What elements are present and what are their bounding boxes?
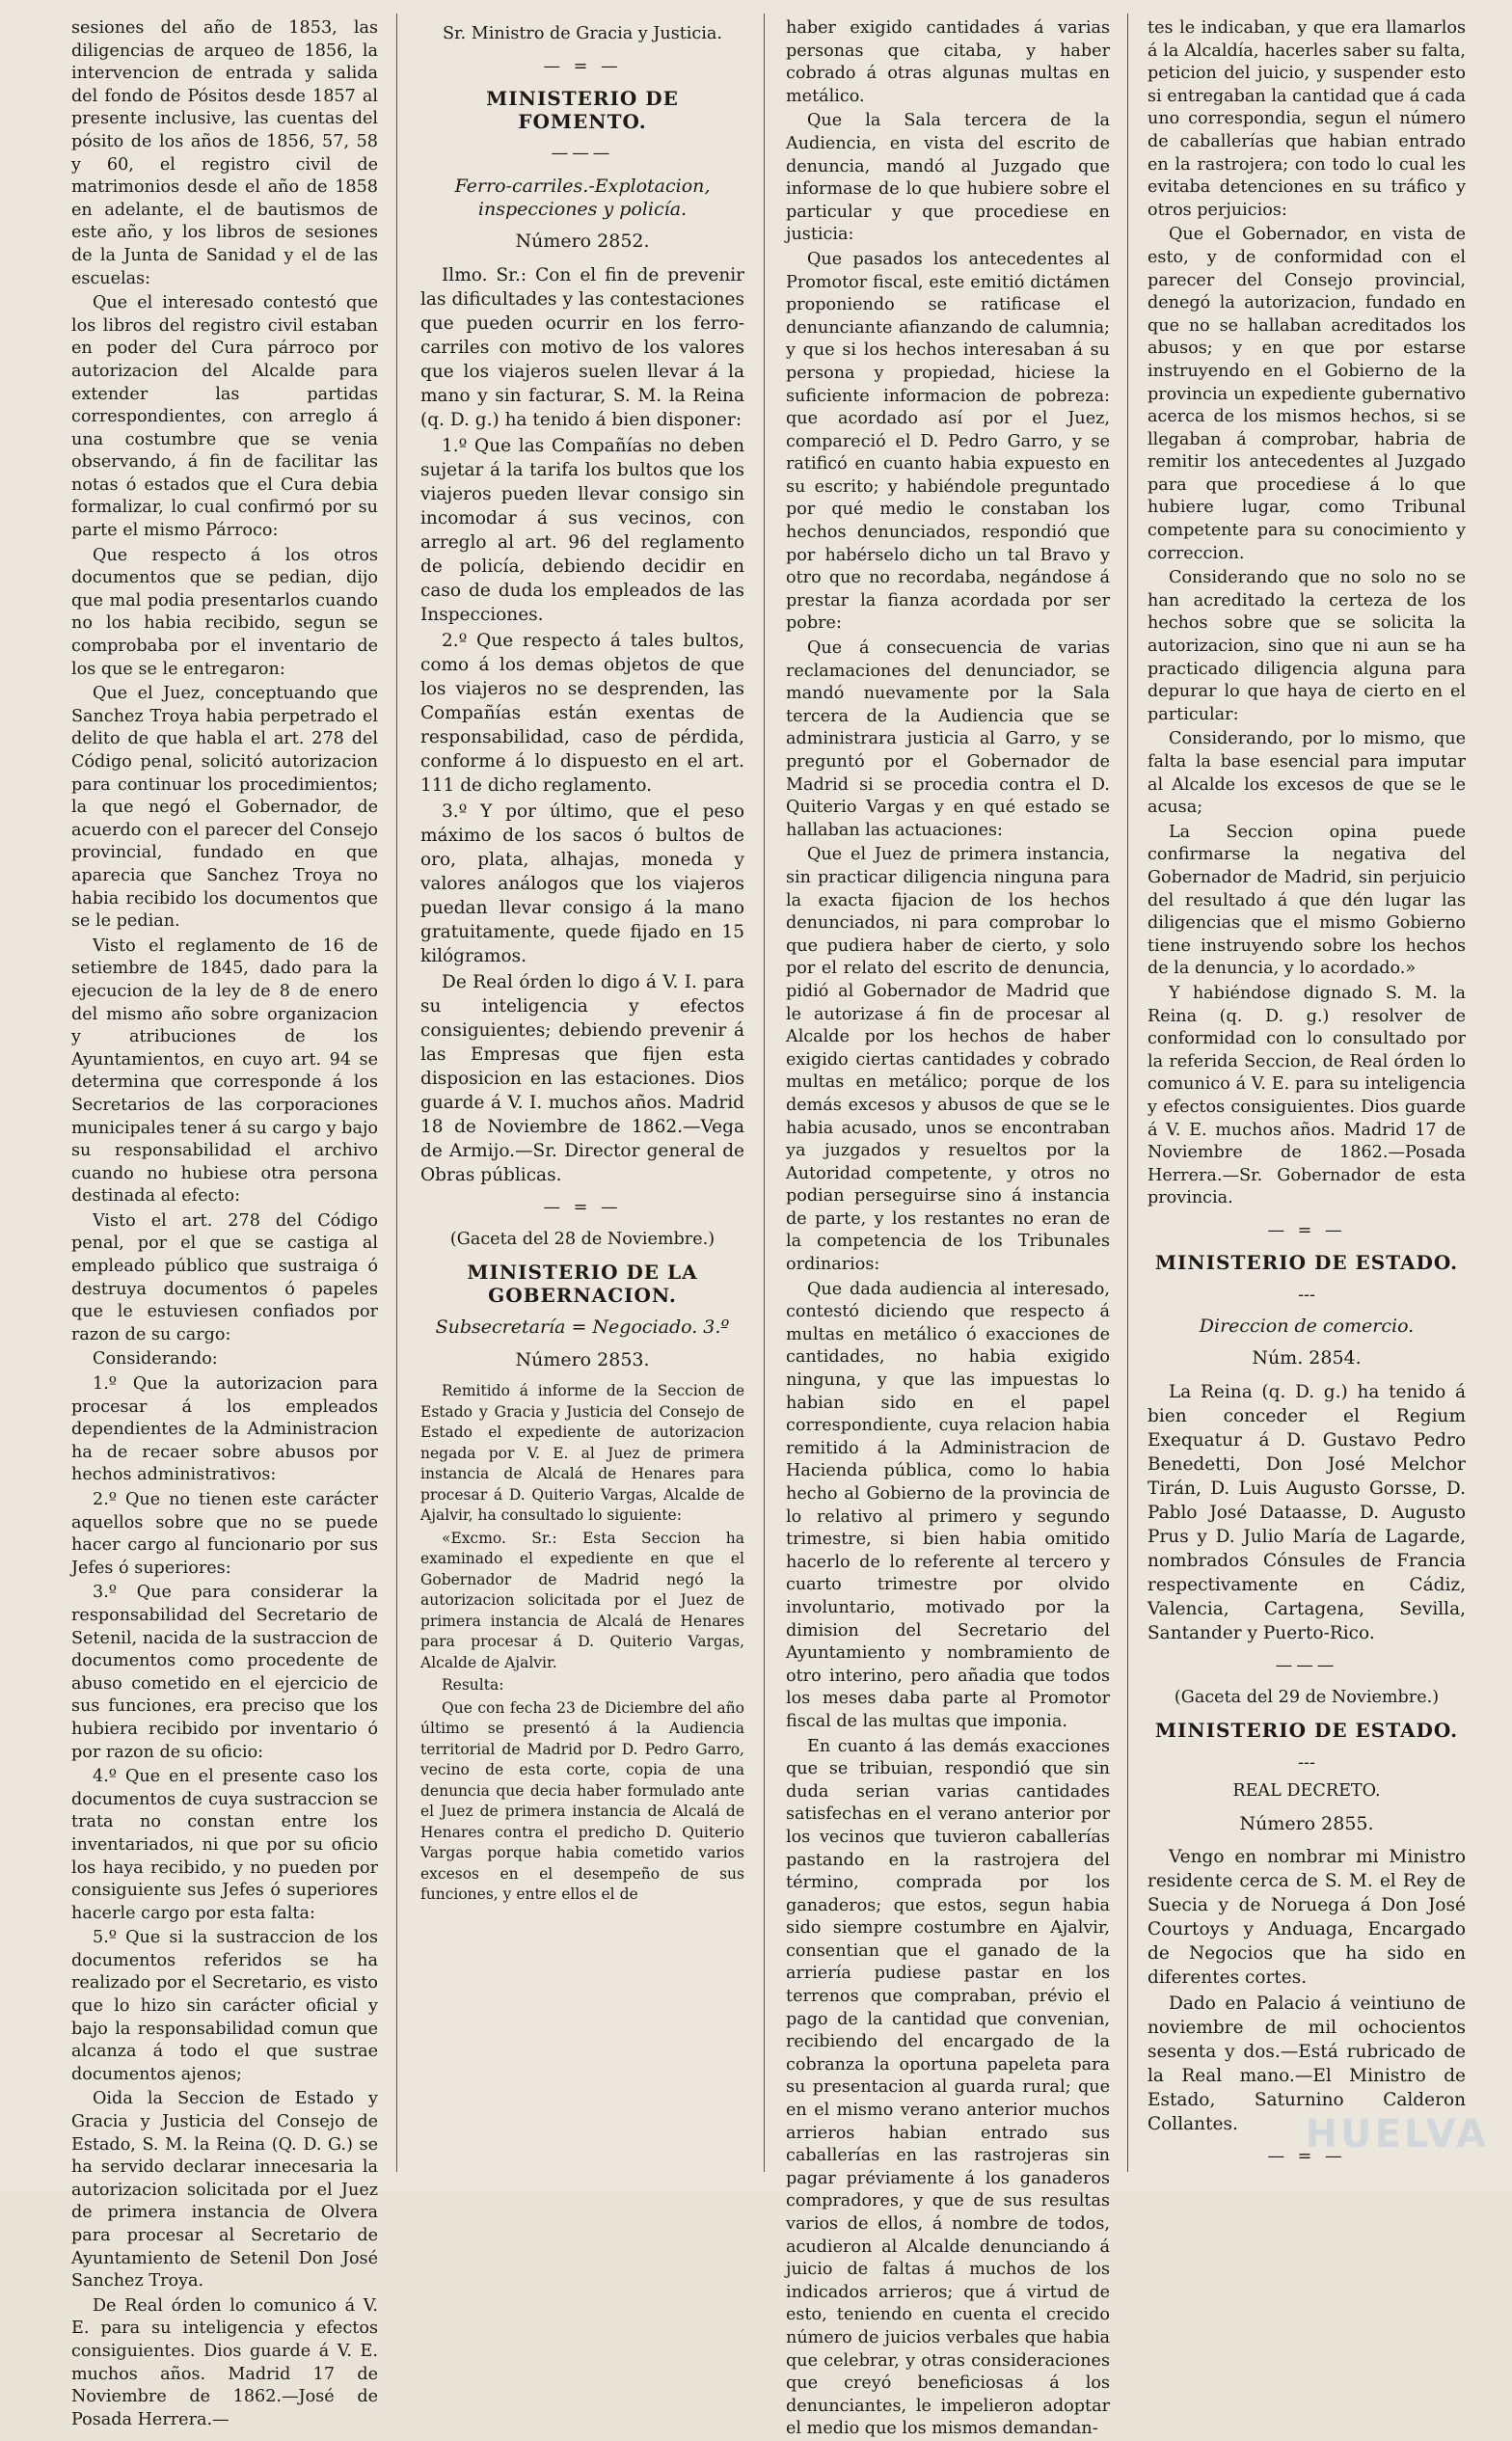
- paragraph: haber exigido cantidades á varias personas que citaba, y haber cobrado á otras algunas multas en metálico.: [786, 18, 1110, 106]
- paragraph: 5.º Que si la sustraccion de los documentos referidos se ha realizado por el Secretario, es visto que lo hizo sin carácter oficial y bajo la responsabilidad comun que alcanza á todo el que sustrae documentos ajenos;: [71, 1928, 378, 2084]
- paragraph: 1.º Que las Compañías no deben sujetar á la tarifa los bultos que los viajeros pueden llevar consigo sin incomodar á sus vecinos, con arreglo al art. 96 del reglamento de policía, debiendo decidir en caso de duda los empleados de las Inspecciones.: [420, 435, 744, 625]
- paragraph: De Real órden lo comunico á V. E. para su inteligencia y efectos consiguientes. Dios guarde á V. E. muchos años. Madrid 17 de Noviembre de 1862.—José de Posada Herrera.—: [71, 2295, 378, 2429]
- separator: — = —: [543, 1197, 622, 1217]
- paragraph: tes le indicaban, y que era llamarlos á la Alcaldía, hacerles saber su falta, peticion del juicio, y suspender esto si entregaban la cantidad que á cada uno correspondia, segun el número de caballerías que habian entrado en la rastrojera; con todo lo cual les evitaba detenciones en su tráfico y otros perjuicios:: [1148, 18, 1466, 220]
- paragraph: La Seccion opina puede confirmarse la negativa del Gobernador de Madrid, sin perjuicio del resultado á que dén lugar las diligencias que el mismo Gobierno tiene instruyendo sobre los hechos de la denuncia, y lo acordado.»: [1148, 822, 1466, 979]
- paragraph: 3.º Que para considerar la responsabilidad del Secretario de Setenil, nacida de la sustraccion de documentos como procedente de abuso cometido en el ejercicio de sus funciones, era preciso que los hubiera recibido por inventario ó por razon de su oficio:: [71, 1583, 378, 1762]
- paragraph: Que respecto á los otros documentos que se pedian, dijo que mal podia presentarlos cuando no los habia recibido, segun se comprobaba por el inventario de los que se le entregaron:: [71, 545, 378, 679]
- addressee: Sr. Ministro de Gracia y Justicia.: [443, 24, 722, 43]
- library-watermark: HUELVA: [1305, 2112, 1489, 2156]
- paragraph: Remitido á informe de la Seccion de Estado y Gracia y Justicia del Consejo de Estado el expediente de autorizacion negada por V. E. al Juez de primera instancia de Alcalá de Henares para procesar á D. Quiterio Vargas, Alcalde de Ajalvir, ha consultado lo siguiente:: [420, 1382, 744, 1525]
- separator: ———: [1275, 1655, 1338, 1675]
- decree-number: Número 2855.: [1239, 1812, 1374, 1834]
- paragraph: Dado en Palacio á veintiuno de noviembre de mil ochocientos sesenta y dos.—Está rubricado de la Real mano.—El Ministro de Estado, Saturnino Calderon Collantes.: [1148, 1993, 1466, 2135]
- heading-rule: ---: [1298, 1752, 1315, 1773]
- paragraph: Que la Sala tercera de la Audiencia, en vista del escrito de denuncia, mandó al Juzgado que informase de lo que hubiere sobre el particular y que procediese en justicia:: [786, 111, 1110, 245]
- paragraph: En cuanto á las demás exacciones que se tribuian, respondió que sin duda serian varias cantidades satisfechas en el verano anterior por los vecinos que tuvieron caballerías pastando en la rastrojera del término, comprada por los ganaderos; que estos, segun habia sido siempre costumbre en Ajalvir, consentian que el ganado de la arriería pudiese pastar en los terrenos que compraban, prévio el pago de la cantidad que convenian, recibiendo del encargado de la cobranza la oportuna papeleta para su presentacion al guarda rural; que en el mismo verano anterior muchos arrieros habian entrado sus caballerías en las rastrojeras sin pagar préviamente á los ganaderos compradores, y que de sus resultas varios de ellos, á nombre de todos, acudieron al Alcalde denunciando á juicio de faltas á muchos de los indicados arrieros; que á virtud de esto, teniendo en cuenta el crecido número de juicios verbales que habia que celebrar, y otras consideraciones que creyó beneficiosas á los denunciantes, le impelieron adoptar el medio que los mismos demandan-: [786, 1736, 1110, 2439]
- paragraph: 2.º Que no tienen este carácter aquellos sobre que no se puede hacer cargo al funcionario por sus Jefes ó superiores:: [71, 1490, 378, 1578]
- paragraph: 3.º Y por último, que el peso máximo de los sacos ó bultos de oro, plata, alhajas, moneda y valores análogos que los viajeros puedan llevar consigo á la mano gratuitamente, quede fijado en 15 kilógramos.: [420, 800, 744, 966]
- paragraph: La Reina (q. D. g.) ha tenido á bien conceder el Regium Exequatur á D. Gustavo Pedro Benedetti, Don José Melchor Tirán, D. Luis Augusto Gorsse, D. Pablo José Dataasse, D. Augusto Prus y D. Julio María de Lagarde, nombrados Cónsules de Francia respectivamente en Cádiz, Valencia, Cartagena, Sevilla, Santander y Puerto-Rico.: [1148, 1381, 1466, 1643]
- separator: — = —: [1267, 2147, 1346, 2167]
- paragraph: 1.º Que la autorizacion para procesar á los empleados dependientes de la Administracion ha de recaer sobre abusos por hechos administrativos:: [71, 1374, 378, 1485]
- ministry-heading: MINISTERIO DE FOMENTO.: [486, 87, 679, 133]
- column-1: [71, 17, 378, 2429]
- separator: — = —: [1267, 1220, 1346, 1240]
- separator: — = —: [543, 56, 622, 76]
- gaceta-date: (Gaceta del 29 de Noviembre.): [1174, 1688, 1440, 1708]
- paragraph: Que el Gobernador, en vista de esto, y de conformidad con el parecer del Consejo provincial, denegó la autorizacion, fundado en que no se hallaban acreditados los abusos; y en que por estarse instruyendo en el Gobierno de la provincia un expediente gubernativo acerca de los mismos hechos, si se llegaban á comprobar, habria de remitir los antecedentes al Juzgado para que procediese á lo que hubiere lugar, como Tribunal competente para su conocimiento y correccion.: [1148, 225, 1466, 563]
- decree-number: Núm. 2854.: [1252, 1347, 1362, 1370]
- paragraph: Que con fecha 23 de Diciembre del año último se presentó á la Audiencia territorial de Madrid por D. Pedro Garro, vecino de esta corte, copia de una denuncia que decia haber formulado ante el Juez de primera instancia de Alcalá de Henares contra el predicho D. Quiterio Vargas porque habia cometido varios excesos en el desempeño de sus funciones, y entre ellos el de: [420, 1698, 744, 1904]
- paragraph: «Excmo. Sr.: Esta Seccion ha examinado el expediente en que el Gobernador de Madrid negó la autorizacion solicitada por el Juez de primera instancia de Alcalá de Henares para procesar á D. Quiterio Vargas, Alcalde de Ajalvir.: [420, 1529, 744, 1671]
- column-2: [420, 17, 744, 2178]
- paragraph: Que á consecuencia de varias reclamaciones del denunciador, se mandó nuevamente por la Sala tercera de la Audiencia que se administrara justicia al Garro, y se preguntó por el Gobernador de Madrid si se procedia contra el D. Quiterio Vargas y en qué estado se hallaban las actuaciones:: [786, 638, 1110, 840]
- column-rule: [396, 14, 397, 2172]
- paragraph: Que el Juez, conceptuando que Sanchez Troya habia perpetrado el delito de que habla el art. 278 del Código penal, solicitó autorizacion para continuar los procedimientos; la que negó el Gobernador, de acuerdo con el parecer del Consejo provincial, fundado en que aparecia que Sanchez Troya no habia recibido los documentos que se le pedian.: [71, 684, 378, 932]
- paragraph: Que pasados los antecedentes al Promotor fiscal, este emitió dictámen proponiendo se ratificase el denunciante afianzando de calumnia; y que si los hechos interesaban á su persona y propiedad, hiciese la suficiente informacion de pobreza: que acordado así por el Juez, compareció el D. Pedro Garro, y se ratificó en cuanto habia expuesto en su escrito; y habiéndole preguntado por qué medio le constaban los hechos denunciados, respondió que por habérselo dicho un tal Bravo y otro que no recordaba, negándose á prestar la fianza acordada por ser pobre:: [786, 249, 1110, 634]
- section-heading: Direccion de comercio.: [1199, 1315, 1415, 1337]
- decree-title: REAL DECRETO.: [1232, 1781, 1381, 1802]
- heading-rule: ---: [1298, 1286, 1315, 1306]
- decree-number: Número 2853.: [515, 1348, 650, 1370]
- paragraph: Oida la Seccion de Estado y Gracia y Justicia del Consejo de Estado, S. M. la Reina (Q. D. G.) se ha servido declarar innecesaria la autorizacion solicitada por el Juez de primera instancia de Olvera para procesar al Secretario de Ayuntamiento de Setenil Don José Sanchez Troya.: [71, 2089, 378, 2292]
- decree-number: Número 2852.: [515, 231, 650, 253]
- gaceta-date: (Gaceta del 28 de Noviembre.): [449, 1230, 716, 1250]
- column-4: [1148, 17, 1466, 2178]
- paragraph: Que el interesado contestó que los libros del registro civil estaban en poder del Cura párroco por autorizacion del Alcalde para extender las partidas correspondientes, con arreglo á una costumbre que se venia observando, á fin de facilitar las notas ó estados que el Cura debia formalizar, lo cual confirmó por su parte el mismo Párroco:: [71, 293, 378, 541]
- paragraph: Visto el art. 278 del Código penal, por el que se castiga al empleado público que sustraiga ó destruya documentos ó papeles que le estuviesen confiados por razon de su cargo:: [71, 1210, 378, 1344]
- paragraph: 4.º Que en el presente caso los documentos de cuya sustraccion se trata no constan entre los inventariados, ni que por su oficio los haya recibido, y no pueden por consiguiente sus Jefes ó superiores hacerle cargo por esta falta:: [71, 1767, 378, 1923]
- column-rule: [764, 14, 765, 2172]
- paragraph: Visto el reglamento de 16 de setiembre de 1845, dado para la ejecucion de la ley de 8 de enero del mismo año sobre organizacion y atribuciones de los Ayuntamientos, en cuyo art. 94 se determina que corresponde á los Secretarios de las corporaciones municipales tener á su cargo y bajo su responsabilidad el archivo cuando no hubiese otra persona destinada al efecto:: [71, 936, 378, 1207]
- paragraph: sesiones del año de 1853, las diligencias de arqueo de 1856, la intervencion de entrada y salida del fondo de Pósitos desde 1857 al presente inclusive, las cuentas del pósito de los años de 1856, 57, 58 y 60, el registro civil de matrimonios desde el año de 1858 en adelante, el de bautismos de este año, y los libros de sesiones de la Junta de Sanidad y el de las escuelas:: [71, 18, 378, 288]
- paragraph: Que el Juez de primera instancia, sin practicar diligencia ninguna para la exacta fijacion de los hechos denunciados, ni para comprobar lo que pudiera haber de cierto, y solo por el relato del escrito de denuncia, pidió al Gobernador de Madrid que le autorizase á fin de procesar al Alcalde por los hechos de haber exigido ciertas cantidades y cobrado multas en metálico; porque de los demás excesos y abusos de que se le habia acusado, unos se encontraban ya juzgados y resueltos por la Autoridad competente, y otros no podian perseguirse sino á instancia de parte, y los restantes no eran de la competencia de los Tribunales ordinarios:: [786, 845, 1110, 1275]
- ministry-heading: MINISTERIO DE LA GOBERNACION.: [467, 1260, 698, 1307]
- paragraph: Resulta:: [442, 1676, 504, 1695]
- paragraph: Considerando, por lo mismo, que falta la base esencial para imputar al Alcalde los excesos de que se le acusa;: [1148, 729, 1466, 818]
- separator: ———: [551, 144, 614, 164]
- paragraph: Ilmo. Sr.: Con el fin de prevenir las dificultades y las contestaciones que pueden ocurrir en los ferro-carriles con motivo de los valores que los viajeros suelen llevar á la mano y sin facturar, S. M. la Reina (q. D. g.) ha tenido á bien disponer:: [420, 264, 744, 430]
- section-heading: Subsecretaría = Negociado. 3.º: [435, 1316, 730, 1339]
- paragraph: Considerando que no solo no se han acreditado la certeza de los hechos sobre que se solicita la autorizacion, sino que ni aun se ha practicado diligencia alguna para depurar lo que haya de cierto en el particular:: [1148, 568, 1466, 724]
- section-heading: Ferro-carriles.-Explotacion, inspecciones y policía.: [454, 175, 711, 220]
- column-rule: [1127, 14, 1128, 2172]
- paragraph: Considerando:: [93, 1349, 218, 1370]
- paragraph: 2.º Que respecto á tales bultos, como á los demas objetos de que los viajeros no se desprenden, las Compañías están exentas de responsabilidad, caso de pérdida, conforme á lo dispuesto en el art. 111 de dicho reglamento.: [420, 630, 744, 796]
- column-3: [786, 17, 1110, 2439]
- paragraph: Y habiéndose dignado S. M. la Reina (q. D. g.) resolver de conformidad con lo consultado por la referida Seccion, de Real órden lo comunico á V. E. para su inteligencia y efectos consiguientes. Dios guarde á V. E. muchos años. Madrid 17 de Noviembre de 1862.—Posada Herrera.—Sr. Gobernador de esta provincia.: [1148, 983, 1466, 1208]
- ministry-heading: MINISTERIO DE ESTADO.: [1154, 1251, 1459, 1275]
- paragraph: De Real órden lo digo á V. I. para su inteligencia y efectos consiguientes; debiendo prevenir á las Empresas que fijen esta disposicion en las estaciones. Dios guarde á V. I. muchos años. Madrid 18 de Noviembre de 1862.—Vega de Armijo.—Sr. Director general de Obras públicas.: [420, 971, 744, 1185]
- paragraph: Vengo en nombrar mi Ministro residente cerca de S. M. el Rey de Suecia y de Noruega á Don José Courtoys y Anduaga, Encargado de Negocios que ha sido en diferentes cortes.: [1148, 1847, 1466, 1989]
- ministry-heading: MINISTERIO DE ESTADO.: [1154, 1719, 1459, 1743]
- paragraph: Que dada audiencia al interesado, contestó diciendo que respecto á multas en metálico ó exacciones de cantidades, no habia exigido ninguna, y que las impuestas lo habian sido en el papel correspondiente, cuya relacion habia remitido á la Administracion de Hacienda pública, como lo habia hecho al Gobierno de la provincia de lo relativo al primero y segundo trimestre, si bien habia omitido hacerlo de lo referente al tercero y cuarto trimestre por olvido involuntario, motivado por la dimision del Secretario del Ayuntamiento y nombramiento de otro interino, pero añadia que todos los meses daba parte al Promotor fiscal de las multas que imponia.: [786, 1279, 1110, 1731]
